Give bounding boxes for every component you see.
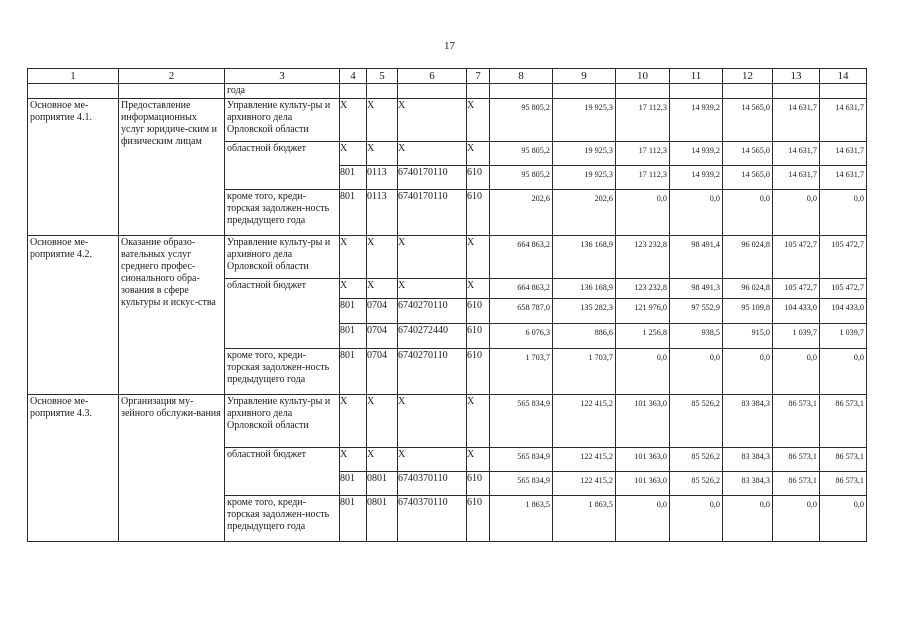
amount-cell-col13: 86 573,1 xyxy=(773,472,820,496)
amount-cell-col12: 96 024,8 xyxy=(723,236,773,279)
column-header-7: 7 xyxy=(467,69,490,84)
amount-cell-col12: 14 565,0 xyxy=(723,166,773,190)
amount-cell-col10: 0,0 xyxy=(616,190,670,236)
budget-code-c4: X xyxy=(340,99,367,142)
column-header-10: 10 xyxy=(616,69,670,84)
amount-cell-col10: 101 363,0 xyxy=(616,448,670,472)
budget-code-c6: 6740270110 xyxy=(398,349,467,395)
amount-cell-col9: 1 863,5 xyxy=(553,496,616,542)
budget-code-c4: X xyxy=(340,236,367,279)
amount-cell-col10: 17 112,3 xyxy=(616,99,670,142)
budget-code-c7: 610 xyxy=(467,472,490,496)
budget-code-c5: 0801 xyxy=(367,496,398,542)
table-body xyxy=(28,69,867,542)
budget-code-c5: X xyxy=(367,279,398,299)
table-row xyxy=(28,236,867,279)
column-header-4: 4 xyxy=(340,69,367,84)
amount-cell-col9: 886,6 xyxy=(553,324,616,349)
amount-cell-col9: 202,6 xyxy=(553,190,616,236)
amount-cell-col11: 85 526,2 xyxy=(670,395,723,448)
budget-code-c6: 6740370110 xyxy=(398,472,467,496)
amount-cell-col13: 105 472,7 xyxy=(773,236,820,279)
amount-cell-col9: 135 282,3 xyxy=(553,299,616,324)
amount-cell-col13: 14 631,7 xyxy=(773,166,820,190)
amount-cell-col13: 86 573,1 xyxy=(773,448,820,472)
continuation-cell-2 xyxy=(119,84,225,99)
budget-code-c6: 6740370110 xyxy=(398,496,467,542)
funding-source: Управление культу-ры и архивного дела Орловской области xyxy=(225,395,340,448)
budget-code-c6: 6740270110 xyxy=(398,299,467,324)
amount-cell-col10: 123 232,8 xyxy=(616,236,670,279)
budget-code-c5: 0704 xyxy=(367,324,398,349)
amount-cell-col11: 98 491,3 xyxy=(670,279,723,299)
budget-code-c6: X xyxy=(398,279,467,299)
amount-cell-col13: 1 039,7 xyxy=(773,324,820,349)
budget-code-c5: 0704 xyxy=(367,299,398,324)
budget-code-c4: 801 xyxy=(340,299,367,324)
amount-cell-col11: 0,0 xyxy=(670,496,723,542)
budget-code-c4: X xyxy=(340,448,367,472)
continuation-row xyxy=(28,84,867,99)
amount-cell-col11: 98 491,4 xyxy=(670,236,723,279)
amount-cell-col14: 86 573,1 xyxy=(820,448,867,472)
amount-cell-col12: 0,0 xyxy=(723,496,773,542)
amount-cell-col10: 101 363,0 xyxy=(616,395,670,448)
column-header-12: 12 xyxy=(723,69,773,84)
budget-code-c6: 6740170110 xyxy=(398,166,467,190)
amount-cell-col8: 658 787,0 xyxy=(490,299,553,324)
page-number: 17 xyxy=(444,40,455,52)
budget-code-c5: X xyxy=(367,99,398,142)
column-header-9: 9 xyxy=(553,69,616,84)
table-row xyxy=(28,395,867,448)
amount-cell-col9: 122 415,2 xyxy=(553,448,616,472)
budget-code-c5: 0113 xyxy=(367,190,398,236)
amount-cell-col12: 14 565,0 xyxy=(723,142,773,166)
budget-code-c5: 0113 xyxy=(367,166,398,190)
budget-code-c6: X xyxy=(398,395,467,448)
budget-code-c7: X xyxy=(467,142,490,166)
activity-description: Организация му-зейного обслужи-вания xyxy=(119,395,225,542)
budget-code-c4: 801 xyxy=(340,166,367,190)
amount-cell-col9: 19 925,3 xyxy=(553,142,616,166)
funding-source: кроме того, креди-торская задолжен-ность предыдущего года xyxy=(225,349,340,395)
amount-cell-col11: 14 939,2 xyxy=(670,166,723,190)
amount-cell-col12: 83 384,3 xyxy=(723,472,773,496)
activity-name: Основное ме-роприятие 4.1. xyxy=(28,99,119,236)
amount-cell-col10: 0,0 xyxy=(616,496,670,542)
amount-cell-col10: 0,0 xyxy=(616,349,670,395)
amount-cell-col10: 121 976,0 xyxy=(616,299,670,324)
column-header-2: 2 xyxy=(119,69,225,84)
amount-cell-col10: 123 232,8 xyxy=(616,279,670,299)
amount-cell-col14: 0,0 xyxy=(820,190,867,236)
budget-code-c7: X xyxy=(467,279,490,299)
amount-cell-col14: 1 039,7 xyxy=(820,324,867,349)
amount-cell-col13: 0,0 xyxy=(773,190,820,236)
budget-code-c6: X xyxy=(398,142,467,166)
column-header-1: 1 xyxy=(28,69,119,84)
amount-cell-col12: 0,0 xyxy=(723,349,773,395)
amount-cell-col11: 14 939,2 xyxy=(670,99,723,142)
amount-cell-col10: 17 112,3 xyxy=(616,166,670,190)
funding-source: Управление культу-ры и архивного дела Орловской области xyxy=(225,236,340,279)
amount-cell-col14: 86 573,1 xyxy=(820,395,867,448)
budget-code-c6: 6740272440 xyxy=(398,324,467,349)
budget-code-c5: X xyxy=(367,395,398,448)
amount-cell-col13: 0,0 xyxy=(773,349,820,395)
funding-source: кроме того, креди-торская задолжен-ность предыдущего года xyxy=(225,496,340,542)
budget-code-c5: X xyxy=(367,142,398,166)
amount-cell-col9: 122 415,2 xyxy=(553,472,616,496)
column-header-3: 3 xyxy=(225,69,340,84)
budget-code-c4: X xyxy=(340,142,367,166)
budget-code-c4: 801 xyxy=(340,324,367,349)
amount-cell-col11: 85 526,2 xyxy=(670,472,723,496)
amount-cell-col14: 0,0 xyxy=(820,496,867,542)
amount-cell-col9: 19 925,3 xyxy=(553,99,616,142)
header-row xyxy=(28,69,867,84)
amount-cell-col13: 0,0 xyxy=(773,496,820,542)
amount-cell-col11: 97 552,9 xyxy=(670,299,723,324)
amount-cell-col9: 136 168,9 xyxy=(553,279,616,299)
amount-cell-col9: 122 415,2 xyxy=(553,395,616,448)
activity-description: Предоставление информационных услуг юридиче-ским и физическим лицам xyxy=(119,99,225,236)
budget-code-c6: X xyxy=(398,236,467,279)
column-header-14: 14 xyxy=(820,69,867,84)
amount-cell-col12: 83 384,3 xyxy=(723,448,773,472)
amount-cell-col9: 1 703,7 xyxy=(553,349,616,395)
amount-cell-col14: 104 433,0 xyxy=(820,299,867,324)
amount-cell-col14: 86 573,1 xyxy=(820,472,867,496)
amount-cell-col10: 17 112,3 xyxy=(616,142,670,166)
amount-cell-col12: 14 565,0 xyxy=(723,99,773,142)
amount-cell-col8: 95 805,2 xyxy=(490,166,553,190)
amount-cell-col11: 14 939,2 xyxy=(670,142,723,166)
amount-cell-col13: 105 472,7 xyxy=(773,279,820,299)
amount-cell-col10: 1 256,8 xyxy=(616,324,670,349)
activity-name: Основное ме-роприятие 4.2. xyxy=(28,236,119,395)
budget-code-c5: 0801 xyxy=(367,472,398,496)
budget-code-c4: 801 xyxy=(340,472,367,496)
budget-code-c6: X xyxy=(398,448,467,472)
budget-code-c7: 610 xyxy=(467,190,490,236)
amount-cell-col14: 14 631,7 xyxy=(820,166,867,190)
budget-code-c7: X xyxy=(467,448,490,472)
amount-cell-col14: 14 631,7 xyxy=(820,99,867,142)
amount-cell-col8: 95 805,2 xyxy=(490,142,553,166)
budget-code-c7: 610 xyxy=(467,496,490,542)
budget-code-c7: X xyxy=(467,99,490,142)
budget-code-c7: 610 xyxy=(467,299,490,324)
amount-cell-col12: 96 024,8 xyxy=(723,279,773,299)
funding-source: кроме того, креди-торская задолжен-ность предыдущего года xyxy=(225,190,340,236)
amount-cell-col14: 14 631,7 xyxy=(820,142,867,166)
amount-cell-col8: 1 703,7 xyxy=(490,349,553,395)
continuation-cell-1 xyxy=(28,84,119,99)
amount-cell-col8: 565 834,9 xyxy=(490,395,553,448)
column-header-8: 8 xyxy=(490,69,553,84)
amount-cell-col13: 86 573,1 xyxy=(773,395,820,448)
budget-code-c7: X xyxy=(467,395,490,448)
activity-description: Оказание образо-вательных услуг среднего профес-сионального обра-зования в сфере культуры и искус-ства xyxy=(119,236,225,395)
amount-cell-col14: 0,0 xyxy=(820,349,867,395)
budget-code-c6: X xyxy=(398,99,467,142)
column-header-13: 13 xyxy=(773,69,820,84)
funding-source: областной бюджет xyxy=(225,142,340,190)
amount-cell-col9: 136 168,9 xyxy=(553,236,616,279)
amount-cell-col11: 0,0 xyxy=(670,349,723,395)
budget-code-c5: X xyxy=(367,448,398,472)
funding-source: Управление культу-ры и архивного дела Орловской области xyxy=(225,99,340,142)
budget-code-c7: 610 xyxy=(467,166,490,190)
budget-code-c4: X xyxy=(340,395,367,448)
amount-cell-col12: 0,0 xyxy=(723,190,773,236)
budget-code-c5: X xyxy=(367,236,398,279)
amount-cell-col11: 85 526,2 xyxy=(670,448,723,472)
continuation-text: года xyxy=(225,84,340,99)
column-header-11: 11 xyxy=(670,69,723,84)
budget-code-c5: 0704 xyxy=(367,349,398,395)
table-row xyxy=(28,99,867,142)
budget-code-c7: 610 xyxy=(467,324,490,349)
amount-cell-col8: 1 863,5 xyxy=(490,496,553,542)
amount-cell-col8: 95 805,2 xyxy=(490,99,553,142)
budget-code-c4: 801 xyxy=(340,496,367,542)
amount-cell-col8: 565 834,9 xyxy=(490,448,553,472)
budget-code-c4: 801 xyxy=(340,190,367,236)
amount-cell-col8: 6 076,3 xyxy=(490,324,553,349)
column-header-6: 6 xyxy=(398,69,467,84)
amount-cell-col13: 14 631,7 xyxy=(773,99,820,142)
amount-cell-col10: 101 363,0 xyxy=(616,472,670,496)
budget-table xyxy=(27,68,867,542)
amount-cell-col11: 938,5 xyxy=(670,324,723,349)
amount-cell-col12: 95 109,8 xyxy=(723,299,773,324)
amount-cell-col14: 105 472,7 xyxy=(820,279,867,299)
amount-cell-col11: 0,0 xyxy=(670,190,723,236)
budget-code-c7: 610 xyxy=(467,349,490,395)
funding-source: областной бюджет xyxy=(225,279,340,349)
activity-name: Основное ме-роприятие 4.3. xyxy=(28,395,119,542)
amount-cell-col12: 83 384,3 xyxy=(723,395,773,448)
amount-cell-col13: 104 433,0 xyxy=(773,299,820,324)
budget-code-c4: X xyxy=(340,279,367,299)
budget-code-c4: 801 xyxy=(340,349,367,395)
amount-cell-col8: 565 834,9 xyxy=(490,472,553,496)
funding-source: областной бюджет xyxy=(225,448,340,496)
budget-code-c7: X xyxy=(467,236,490,279)
amount-cell-col12: 915,0 xyxy=(723,324,773,349)
budget-code-c6: 6740170110 xyxy=(398,190,467,236)
column-header-5: 5 xyxy=(367,69,398,84)
amount-cell-col9: 19 925,3 xyxy=(553,166,616,190)
amount-cell-col8: 202,6 xyxy=(490,190,553,236)
amount-cell-col14: 105 472,7 xyxy=(820,236,867,279)
amount-cell-col13: 14 631,7 xyxy=(773,142,820,166)
amount-cell-col8: 664 863,2 xyxy=(490,236,553,279)
amount-cell-col8: 664 863,2 xyxy=(490,279,553,299)
